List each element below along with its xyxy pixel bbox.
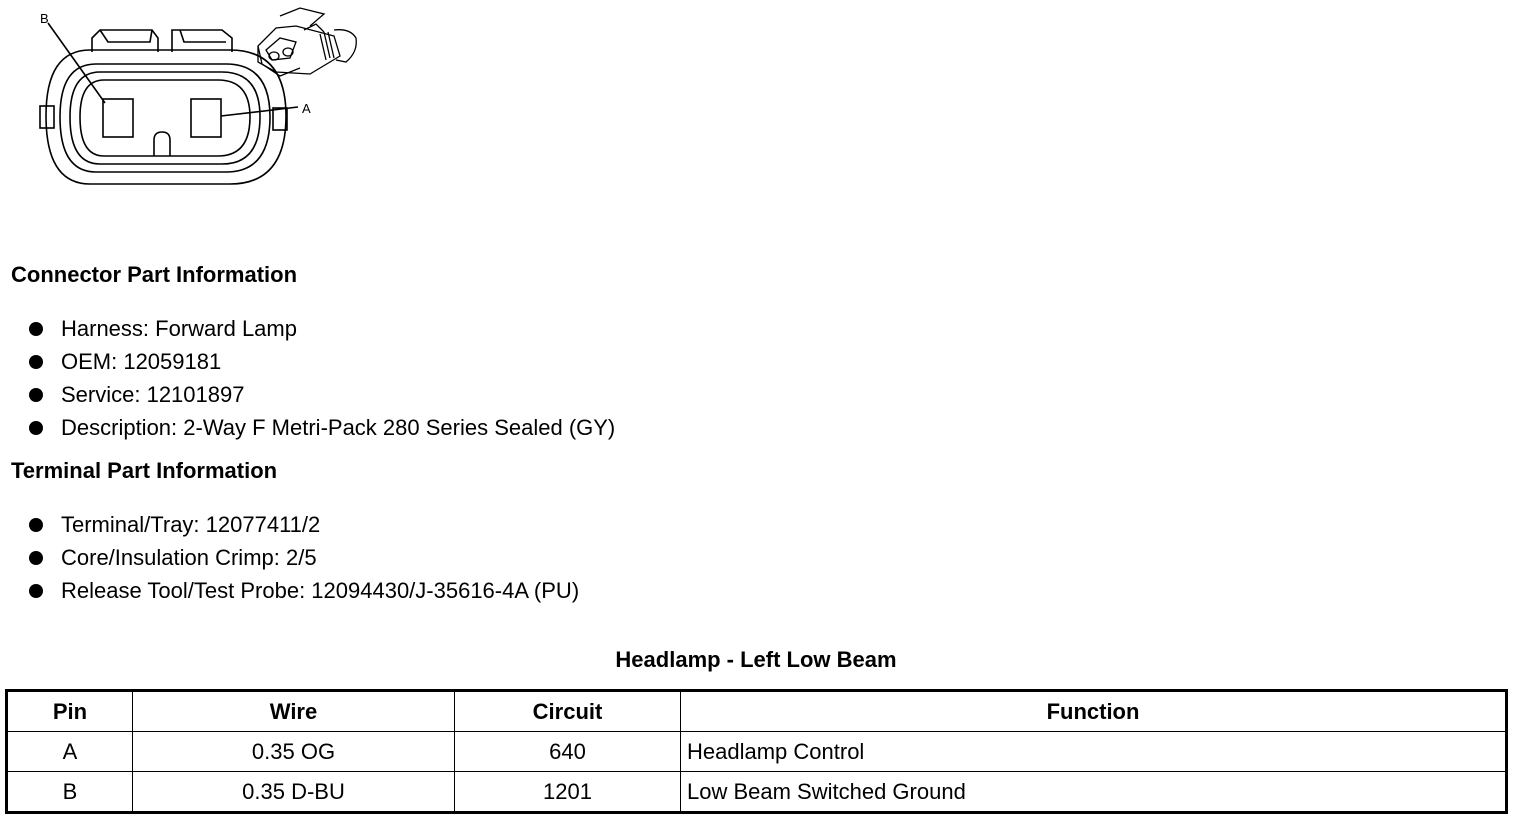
cell-circuit: 1201 <box>455 772 681 813</box>
cell-function: Headlamp Control <box>681 732 1507 772</box>
terminal-info-heading: Terminal Part Information <box>11 458 278 483</box>
header-circuit: Circuit <box>455 691 681 732</box>
bullet-icon <box>29 355 43 369</box>
cell-circuit: 640 <box>455 732 681 772</box>
bullet-icon <box>29 518 43 532</box>
header-pin: Pin <box>7 691 133 732</box>
list-item: Core/Insulation Crimp: 2/5 <box>28 545 579 578</box>
cell-wire: 0.35 OG <box>133 732 455 772</box>
cell-wire: 0.35 D-BU <box>133 772 455 813</box>
list-item: Description: 2-Way F Metri-Pack 280 Series Sealed (GY) <box>28 415 615 448</box>
terminal-info-list <box>28 512 579 611</box>
list-item: Release Tool/Test Probe: 12094430/J-35616-4A (PU) <box>28 578 579 611</box>
header-function: Function <box>681 691 1507 732</box>
cell-function: Low Beam Switched Ground <box>681 772 1507 813</box>
bullet-icon <box>29 322 43 336</box>
bullet-icon <box>29 584 43 598</box>
table-row <box>7 732 1507 772</box>
table-title: Headlamp - Left Low Beam <box>615 647 897 672</box>
connector-diagram <box>0 0 380 200</box>
bullet-icon <box>29 388 43 402</box>
header-wire: Wire <box>133 691 455 732</box>
table-header-row <box>7 691 1507 732</box>
connector-info-list <box>28 316 615 448</box>
bullet-icon <box>29 551 43 565</box>
list-item: Harness: Forward Lamp <box>28 316 615 349</box>
cell-pin: B <box>7 772 133 813</box>
bullet-icon <box>29 421 43 435</box>
pin-table <box>5 689 1508 814</box>
list-item: OEM: 12059181 <box>28 349 615 382</box>
list-item: Terminal/Tray: 12077411/2 <box>28 512 579 545</box>
table-row <box>7 772 1507 813</box>
list-item: Service: 12101897 <box>28 382 615 415</box>
connector-info-heading: Connector Part Information <box>11 262 298 287</box>
pin-b-label: B <box>40 11 49 26</box>
pin-a-label: A <box>302 101 311 116</box>
cell-pin: A <box>7 732 133 772</box>
